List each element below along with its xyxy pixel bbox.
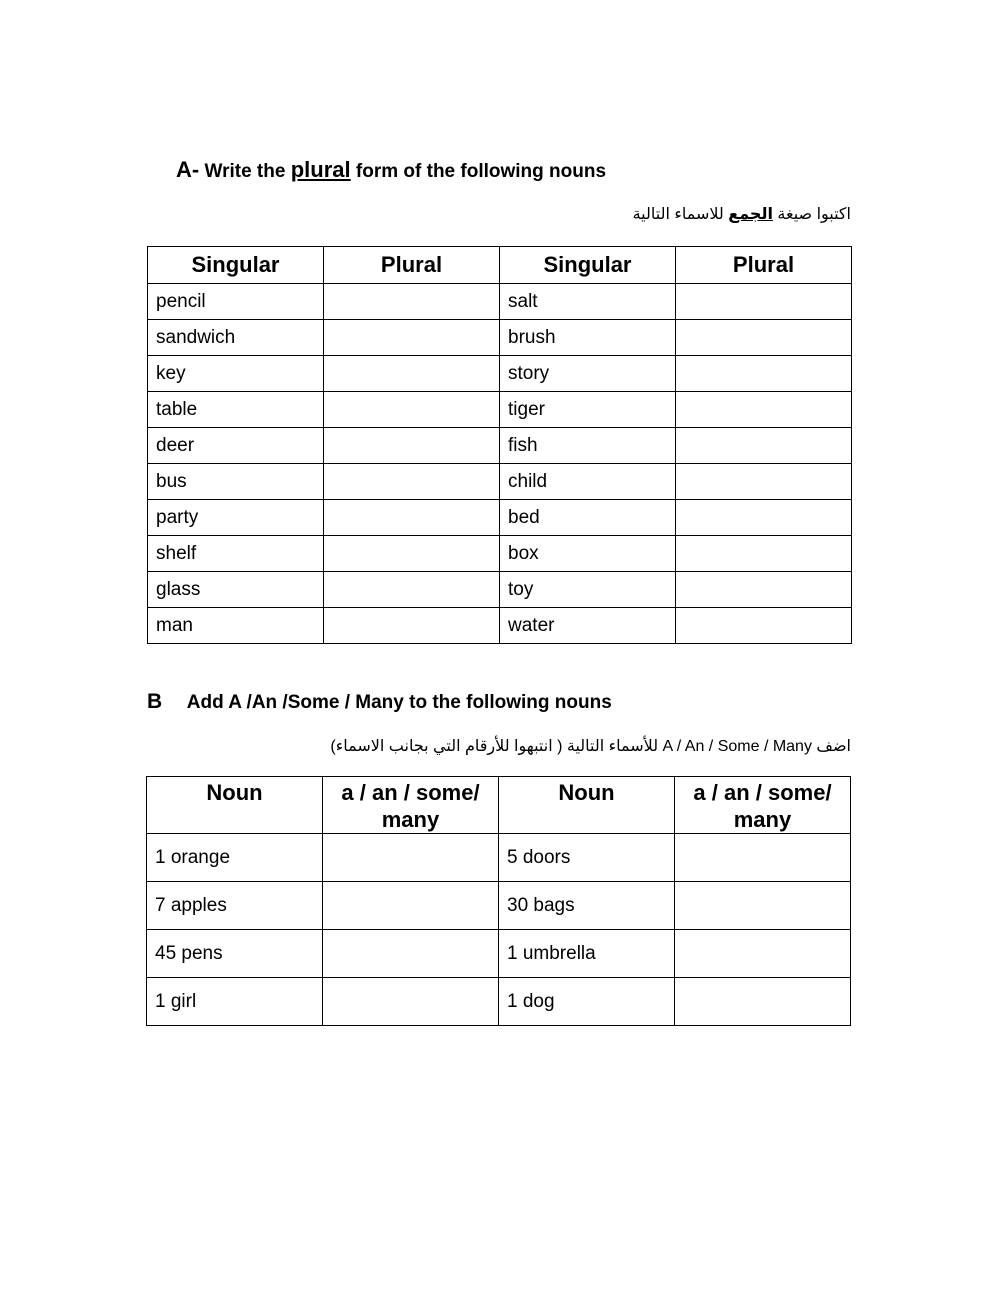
noun-cell: 1 umbrella xyxy=(499,930,675,978)
section-b-letter: B xyxy=(147,690,163,713)
plural-answer-cell[interactable] xyxy=(676,284,852,320)
table-row xyxy=(148,572,852,608)
section-a-heading xyxy=(176,157,606,183)
plural-answer-cell[interactable] xyxy=(676,320,852,356)
plural-table xyxy=(147,246,852,644)
singular-cell: bed xyxy=(500,500,676,536)
header-singular-1: Singular xyxy=(148,247,324,284)
table-header-row xyxy=(147,777,851,834)
plural-answer-cell[interactable] xyxy=(676,428,852,464)
singular-cell: salt xyxy=(500,284,676,320)
article-answer-cell[interactable] xyxy=(675,834,851,882)
singular-cell: tiger xyxy=(500,392,676,428)
table-header-row xyxy=(148,247,852,284)
plural-answer-cell[interactable] xyxy=(676,572,852,608)
section-b-arabic-instruction: اضف A / An / Some / Many للأسماء التالية ( انتبهوا للأرقام التي بجانب الاسماء) xyxy=(330,738,851,755)
plural-answer-cell[interactable] xyxy=(324,392,500,428)
singular-cell: brush xyxy=(500,320,676,356)
plural-answer-cell[interactable] xyxy=(324,320,500,356)
plural-answer-cell[interactable] xyxy=(324,608,500,644)
plural-answer-cell[interactable] xyxy=(324,464,500,500)
article-answer-cell[interactable] xyxy=(675,882,851,930)
article-answer-cell[interactable] xyxy=(675,978,851,1026)
header-noun-2: Noun xyxy=(499,777,675,834)
singular-cell: pencil xyxy=(148,284,324,320)
noun-cell: 1 girl xyxy=(147,978,323,1026)
section-a-title-emph: plural xyxy=(290,157,351,182)
plural-answer-cell[interactable] xyxy=(324,500,500,536)
singular-cell: man xyxy=(148,608,324,644)
singular-cell: shelf xyxy=(148,536,324,572)
table-row xyxy=(148,320,852,356)
section-b-heading xyxy=(147,690,612,714)
noun-cell: 45 pens xyxy=(147,930,323,978)
section-b-title: Add A /An /Some / Many to the following nouns xyxy=(186,692,612,713)
article-answer-cell[interactable] xyxy=(675,930,851,978)
table-row xyxy=(148,428,852,464)
section-a-arabic-instruction xyxy=(633,204,851,224)
singular-cell: story xyxy=(500,356,676,392)
noun-cell: 7 apples xyxy=(147,882,323,930)
plural-answer-cell[interactable] xyxy=(676,392,852,428)
plural-answer-cell[interactable] xyxy=(676,536,852,572)
table-row xyxy=(147,834,851,882)
singular-cell: fish xyxy=(500,428,676,464)
singular-cell: child xyxy=(500,464,676,500)
plural-answer-cell[interactable] xyxy=(676,500,852,536)
section-a-prefix: A- xyxy=(176,157,200,182)
plural-answer-cell[interactable] xyxy=(324,428,500,464)
singular-cell: toy xyxy=(500,572,676,608)
article-answer-cell[interactable] xyxy=(323,882,499,930)
table-row xyxy=(148,392,852,428)
header-noun-1: Noun xyxy=(147,777,323,834)
article-table xyxy=(146,776,851,1026)
header-article-2: a / an / some/ many xyxy=(675,777,851,834)
noun-cell: 1 dog xyxy=(499,978,675,1026)
singular-cell: key xyxy=(148,356,324,392)
article-answer-cell[interactable] xyxy=(323,834,499,882)
header-article-1: a / an / some/ many xyxy=(323,777,499,834)
table-row xyxy=(147,978,851,1026)
plural-answer-cell[interactable] xyxy=(676,608,852,644)
singular-cell: sandwich xyxy=(148,320,324,356)
article-answer-cell[interactable] xyxy=(323,930,499,978)
singular-cell: deer xyxy=(148,428,324,464)
noun-cell: 1 orange xyxy=(147,834,323,882)
header-plural-2: Plural xyxy=(676,247,852,284)
arabic-a-before: اكتبوا صيغة xyxy=(777,206,851,223)
singular-cell: bus xyxy=(148,464,324,500)
article-answer-cell[interactable] xyxy=(323,978,499,1026)
noun-cell: 5 doors xyxy=(499,834,675,882)
table-row xyxy=(148,356,852,392)
header-singular-2: Singular xyxy=(500,247,676,284)
singular-cell: glass xyxy=(148,572,324,608)
plural-answer-cell[interactable] xyxy=(676,464,852,500)
singular-cell: box xyxy=(500,536,676,572)
table-row xyxy=(148,536,852,572)
section-a-title-before: Write the xyxy=(204,161,286,182)
header-plural-1: Plural xyxy=(324,247,500,284)
plural-answer-cell[interactable] xyxy=(324,572,500,608)
plural-answer-cell[interactable] xyxy=(324,536,500,572)
singular-cell: water xyxy=(500,608,676,644)
table-row xyxy=(147,930,851,978)
singular-cell: table xyxy=(148,392,324,428)
plural-answer-cell[interactable] xyxy=(324,356,500,392)
plural-answer-cell[interactable] xyxy=(676,356,852,392)
table-row xyxy=(148,284,852,320)
table-row xyxy=(147,882,851,930)
arabic-a-emph: الجمع xyxy=(728,206,773,223)
table-row xyxy=(148,464,852,500)
noun-cell: 30 bags xyxy=(499,882,675,930)
plural-answer-cell[interactable] xyxy=(324,284,500,320)
table-row xyxy=(148,500,852,536)
table-row xyxy=(148,608,852,644)
arabic-a-after: للاسماء التالية xyxy=(632,206,724,223)
singular-cell: party xyxy=(148,500,324,536)
section-a-title-after: form of the following nouns xyxy=(355,161,607,182)
